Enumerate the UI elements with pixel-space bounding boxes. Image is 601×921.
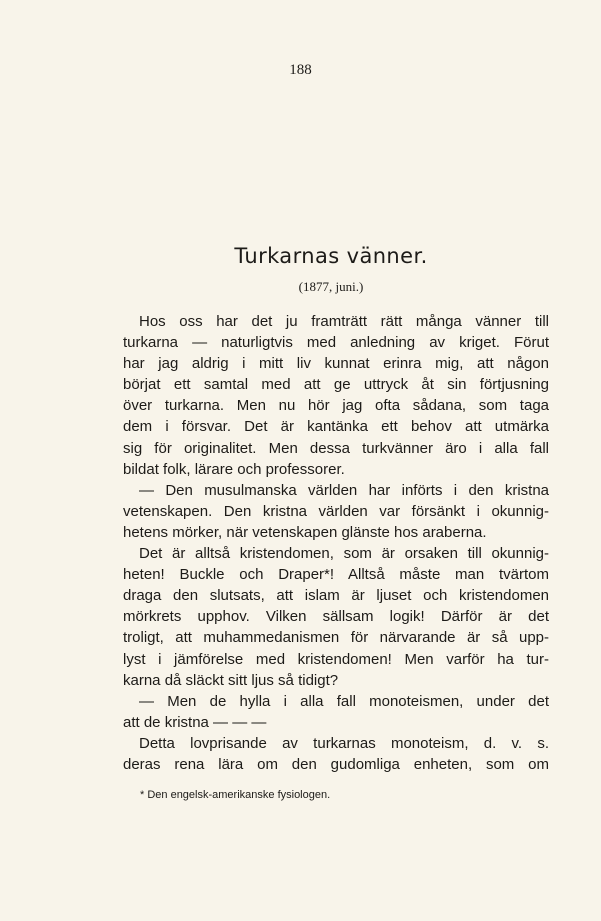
text-line: lyst i jämförelse med kristendomen! Men varför ha tur- [123, 650, 549, 668]
chapter-title: Turkarnas vänner. [234, 244, 428, 268]
text-line: vetenskapen. Den kristna världen var försänkt i okunnig- [123, 502, 549, 520]
text-line: över turkarna. Men nu hör jag ofta sådana, som taga [123, 397, 549, 415]
body-text [123, 311, 549, 775]
text-line: troligt, att muhammedanismen för närvarande är så upp- [123, 629, 549, 647]
text-line: bildat folk, lärare och professorer. [123, 460, 345, 478]
text-line: att de kristna — — — [123, 713, 267, 731]
text-line: hetens mörker, när vetenskapen glänste hos araberna. [123, 523, 487, 541]
text-line: heten! Buckle och Draper*! Alltså måste man tvärtom [123, 566, 549, 584]
footnote: * Den engelsk-amerikanske fysiologen. [140, 789, 331, 801]
text-line: draga den slutsats, att islam är ljuset och kristendomen [123, 587, 549, 605]
text-line: börjat ett samtal med att ge uttryck åt sin förtjusning [123, 376, 549, 394]
text-line: karna då släckt sitt ljus så tidigt? [123, 671, 339, 689]
text-line: dem i försvar. Det är kantänka ett behov att utmärka [123, 418, 549, 436]
text-line: turkarna — naturligtvis med anledning av kriget. Förut [123, 334, 549, 352]
chapter-date: (1877, juni.) [298, 279, 364, 294]
text-line: — Den musulmanska världen har införts i den kristna [139, 481, 549, 499]
text-line: Detta lovprisande av turkarnas monoteism, d. v. s. [139, 734, 549, 752]
text-line: deras rena lära om den gudomliga enheten, som om [123, 755, 549, 773]
page-number: 188 [289, 62, 312, 78]
text-line: mörkrets upphov. Vilken sällsam logik! Därför är det [123, 608, 549, 626]
text-line: har jag aldrig i mitt liv kunnat erinra mig, att någon [123, 355, 549, 373]
text-line: Hos oss har det ju framträtt rätt många vänner till [139, 313, 549, 330]
text-line: — Men de hylla i alla fall monoteismen, under det [139, 692, 549, 710]
text-line: sig för originalitet. Men dessa turkvänner äro i alla fall [123, 439, 549, 457]
text-line: Det är alltså kristendomen, som är orsaken till okunnig- [139, 545, 549, 563]
